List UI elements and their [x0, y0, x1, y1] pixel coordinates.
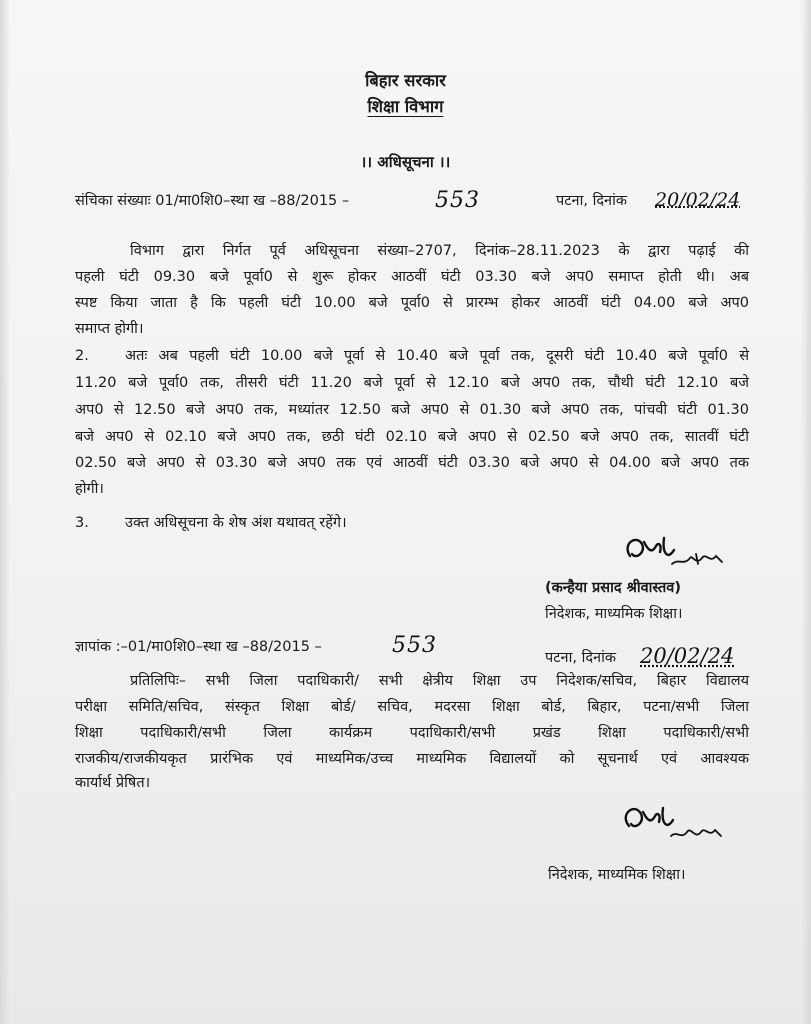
- director-signature: [618, 524, 738, 579]
- para3-number: 3.: [75, 515, 89, 531]
- page-right-shadow: [801, 0, 811, 1024]
- para1-line-1: विभाग द्वारा निर्गत पूर्व अधिसूचना संख्या–2707, दिनांक–28.11.2023 के द्वारा पढ़ाई की: [130, 243, 749, 259]
- para2-line-3: अप0 से 12.50 बजे अप0 तक, मध्यांतर 12.50 बजे अप0 से 01.30 बजे अप0 तक, पांचवी घंटी 01.30: [75, 402, 749, 418]
- para1-line-3: स्पष्ट किया जाता है कि पहली घंटी 10.00 बजे पूर्वा0 से प्रारम्भ होकर आठवीं घंटी 04.00 बजे अप0: [75, 295, 749, 311]
- para2-line-1: अतः अब पहली घंटी 10.00 बजे पूर्वा से 10.40 बजे पूर्वा तक, दूसरी घंटी 10.40 बजे पूर्वा0 से: [125, 348, 749, 364]
- file-number: संचिका संख्याः 01/मा0शि0–स्था ख –88/2015 –: [75, 193, 350, 209]
- government-name: बिहार सरकार: [365, 71, 446, 90]
- memo-number-handwritten: 553: [392, 633, 437, 658]
- copy-to-line-1: प्रतिलिपिः– सभी जिला पदाधिकारी/ सभी क्षेत्रीय शिक्षा उप निदेशक/सचिव, बिहार विद्यालय: [130, 673, 749, 689]
- para2-line-2: 11.20 बजे पूर्वा0 तक, तीसरी घंटी 11.20 बजे पूर्वा से 12.10 बजे अप0 तक, चौथी घंटी 12.10 बजे: [75, 375, 749, 391]
- memo-place-date-label: पटना, दिनांक: [545, 650, 616, 666]
- para2-line-6: होगी।: [75, 481, 104, 497]
- page-left-shadow: [0, 0, 10, 1024]
- para2-line-5: 02.50 बजे अप0 से 03.30 बजे अप0 तक एवं आठवीं घंटी 03.30 बजे अप0 से 04.00 बजे अप0 तक: [75, 455, 749, 471]
- signatory-designation: निदेशक, माध्यमिक शिक्षा।: [545, 606, 683, 622]
- department-name-text: शिक्षा विभाग: [367, 97, 444, 116]
- para2-line-4: बजे अप0 से 02.10 बजे अप0 तक, छठी घंटी 02.10 बजे अप0 से 02.50 बजे अप0 तक, सातवीं घंटी: [75, 429, 749, 445]
- copy-to-line-2: परीक्षा समिति/सचिव, संस्कृत शिक्षा बोर्ड/ सचिव, मदरसा शिक्षा बोर्ड, बिहार, पटना/सभी जिला: [75, 699, 749, 715]
- footer-signature: [615, 792, 735, 852]
- signatory-name: (कन्हैया प्रसाद श्रीवास्तव): [545, 580, 681, 596]
- para1-line-4: समाप्त होगी।: [75, 321, 144, 337]
- copy-to-line-4: राजकीय/राजकीयकृत प्रारंभिक एवं माध्यमिक/उच्च माध्यमिक विद्यालयों को सूचनार्थ एवं आवश्यक: [75, 751, 749, 767]
- place-date-label: पटना, दिनांक: [556, 193, 627, 209]
- para1-line-2: पहली घंटी 09.30 बजे पूर्वा0 से शुरू होकर आठवीं घंटी 03.30 बजे अप0 समाप्त होती थी। अब: [75, 269, 749, 285]
- footer-designation: निदेशक, माध्यमिक शिक्षा।: [548, 867, 686, 883]
- file-number-handwritten: 553: [435, 188, 480, 213]
- copy-to-line-5: कार्यार्थ प्रेषित।: [75, 775, 151, 791]
- para2-number: 2.: [75, 348, 89, 364]
- department-name: [0, 99, 811, 116]
- date-handwritten: 20/02/24: [655, 189, 741, 211]
- notification-title: ।। अधिसूचना ।।: [360, 153, 451, 171]
- memo-date-handwritten: 20/02/24: [640, 644, 735, 668]
- copy-to-line-3: शिक्षा पदाधिकारी/सभी जिला कार्यक्रम पदाधिकारी/सभी प्रखंड शिक्षा पदाधिकारी/सभी: [75, 725, 749, 741]
- para3-text: उक्त अधिसूचना के शेष अंश यथावत् रहेंगे।: [125, 515, 347, 531]
- memo-number: ज्ञापांक :–01/मा0शि0–स्था ख –88/2015 –: [75, 639, 322, 655]
